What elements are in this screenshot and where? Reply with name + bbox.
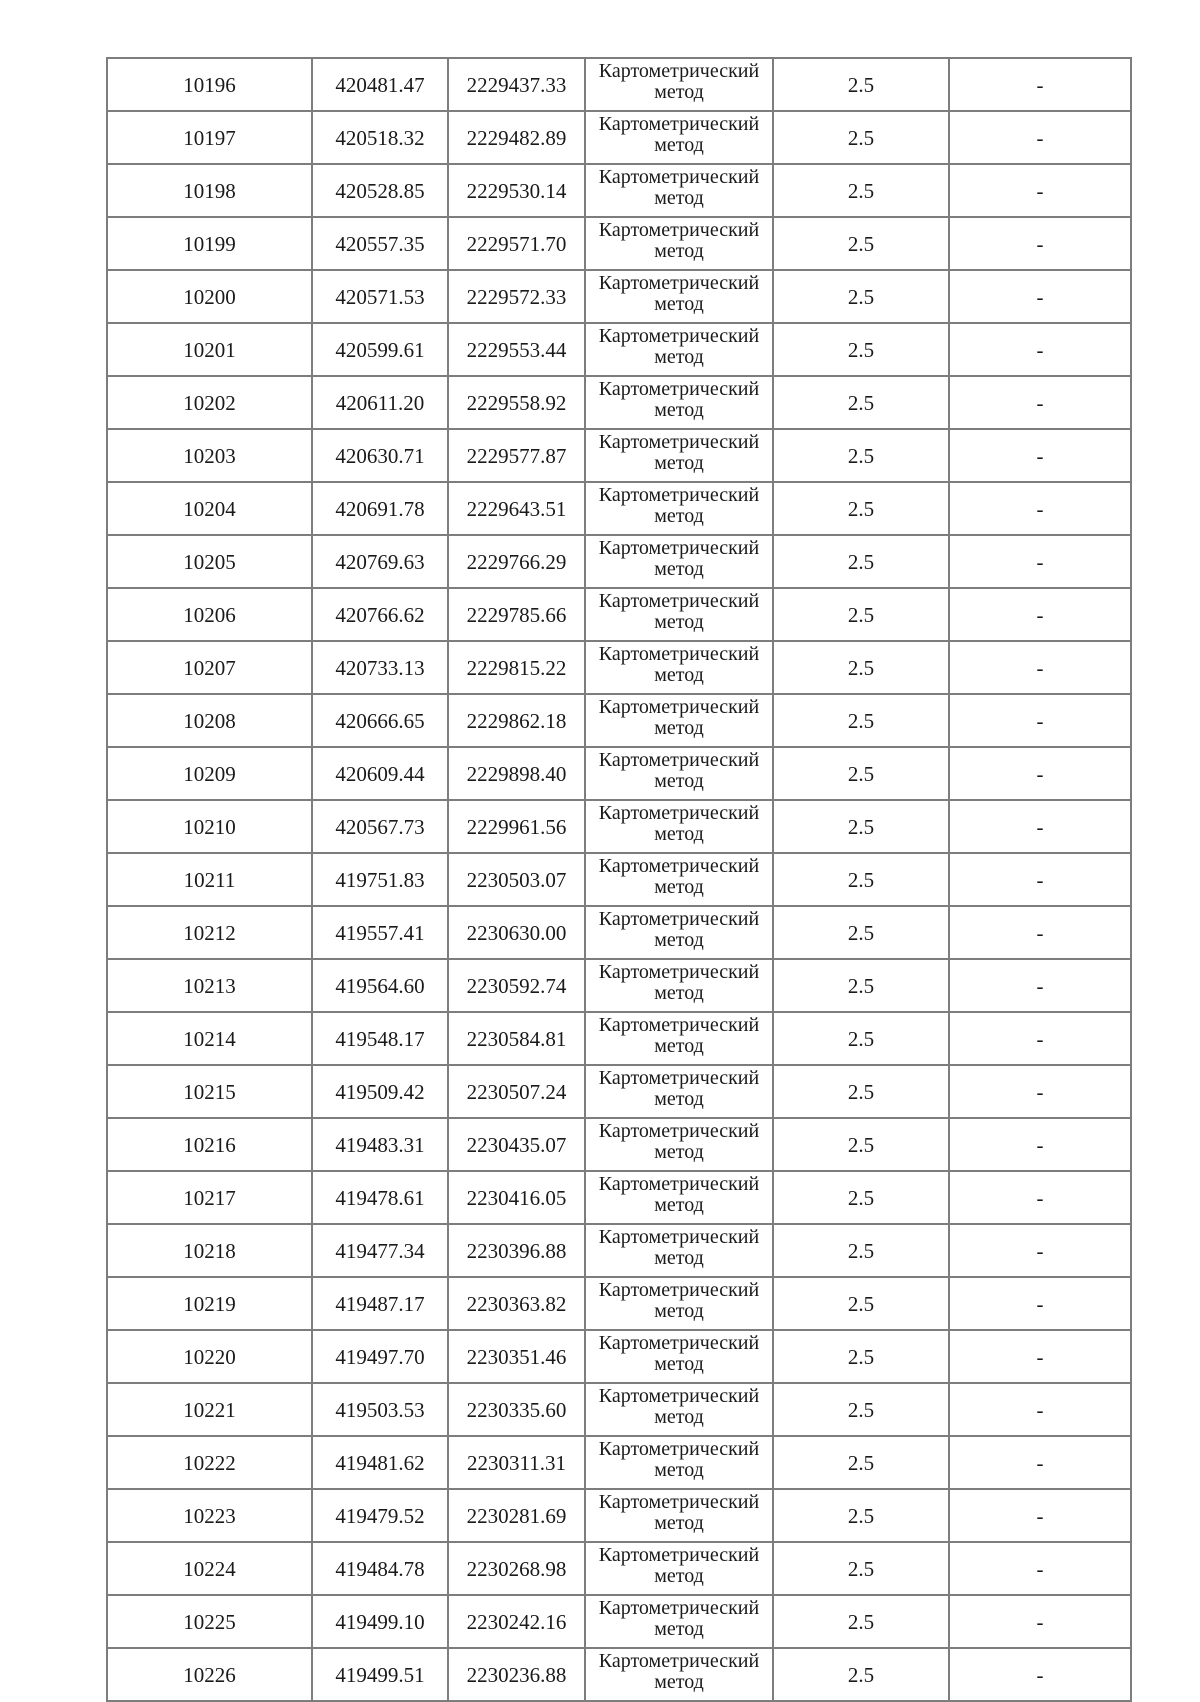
- y-coordinate-cell: 2229571.70: [448, 217, 585, 270]
- description-cell: -: [949, 1171, 1131, 1224]
- method-cell: Картометрический метод: [585, 1277, 773, 1330]
- x-coordinate-cell: 420630.71: [312, 429, 448, 482]
- point-number-cell: 10198: [107, 164, 312, 217]
- description-cell: -: [949, 1065, 1131, 1118]
- accuracy-cell: 2.5: [773, 270, 949, 323]
- method-cell: Картометрический метод: [585, 270, 773, 323]
- accuracy-cell: 2.5: [773, 482, 949, 535]
- method-cell: Картометрический метод: [585, 323, 773, 376]
- x-coordinate-cell: 420769.63: [312, 535, 448, 588]
- table-row: [107, 853, 1131, 906]
- x-coordinate-cell: 420571.53: [312, 270, 448, 323]
- point-number-cell: 10199: [107, 217, 312, 270]
- point-number-cell: 10213: [107, 959, 312, 1012]
- description-cell: -: [949, 853, 1131, 906]
- description-cell: -: [949, 1012, 1131, 1065]
- point-number-cell: 10218: [107, 1224, 312, 1277]
- y-coordinate-cell: 2229530.14: [448, 164, 585, 217]
- y-coordinate-cell: 2230507.24: [448, 1065, 585, 1118]
- point-number-cell: 10209: [107, 747, 312, 800]
- x-coordinate-cell: 420691.78: [312, 482, 448, 535]
- x-coordinate-cell: 420557.35: [312, 217, 448, 270]
- y-coordinate-cell: 2229558.92: [448, 376, 585, 429]
- x-coordinate-cell: 419548.17: [312, 1012, 448, 1065]
- y-coordinate-cell: 2230630.00: [448, 906, 585, 959]
- method-cell: Картометрический метод: [585, 164, 773, 217]
- y-coordinate-cell: 2230396.88: [448, 1224, 585, 1277]
- table-row: [107, 323, 1131, 376]
- table-row: [107, 906, 1131, 959]
- x-coordinate-cell: 419751.83: [312, 853, 448, 906]
- x-coordinate-cell: 419503.53: [312, 1383, 448, 1436]
- description-cell: -: [949, 694, 1131, 747]
- accuracy-cell: 2.5: [773, 429, 949, 482]
- method-cell: Картометрический метод: [585, 906, 773, 959]
- y-coordinate-cell: 2230281.69: [448, 1489, 585, 1542]
- method-cell: Картометрический метод: [585, 1171, 773, 1224]
- description-cell: -: [949, 217, 1131, 270]
- description-cell: -: [949, 1224, 1131, 1277]
- accuracy-cell: 2.5: [773, 694, 949, 747]
- accuracy-cell: 2.5: [773, 853, 949, 906]
- accuracy-cell: 2.5: [773, 906, 949, 959]
- description-cell: -: [949, 535, 1131, 588]
- point-number-cell: 10221: [107, 1383, 312, 1436]
- x-coordinate-cell: 420766.62: [312, 588, 448, 641]
- method-cell: Картометрический метод: [585, 853, 773, 906]
- table-row: [107, 1595, 1131, 1648]
- x-coordinate-cell: 419509.42: [312, 1065, 448, 1118]
- point-number-cell: 10216: [107, 1118, 312, 1171]
- accuracy-cell: 2.5: [773, 1648, 949, 1701]
- x-coordinate-cell: 420481.47: [312, 58, 448, 111]
- description-cell: -: [949, 1330, 1131, 1383]
- accuracy-cell: 2.5: [773, 800, 949, 853]
- description-cell: -: [949, 376, 1131, 429]
- description-cell: -: [949, 323, 1131, 376]
- accuracy-cell: 2.5: [773, 111, 949, 164]
- accuracy-cell: 2.5: [773, 323, 949, 376]
- description-cell: -: [949, 906, 1131, 959]
- description-cell: -: [949, 111, 1131, 164]
- method-cell: Картометрический метод: [585, 959, 773, 1012]
- accuracy-cell: 2.5: [773, 588, 949, 641]
- y-coordinate-cell: 2229572.33: [448, 270, 585, 323]
- point-number-cell: 10214: [107, 1012, 312, 1065]
- point-number-cell: 10201: [107, 323, 312, 376]
- accuracy-cell: 2.5: [773, 1383, 949, 1436]
- table-row: [107, 959, 1131, 1012]
- description-cell: -: [949, 800, 1131, 853]
- table-row: [107, 800, 1131, 853]
- description-cell: -: [949, 58, 1131, 111]
- table-row: [107, 1224, 1131, 1277]
- y-coordinate-cell: 2229961.56: [448, 800, 585, 853]
- point-number-cell: 10211: [107, 853, 312, 906]
- y-coordinate-cell: 2230592.74: [448, 959, 585, 1012]
- accuracy-cell: 2.5: [773, 1277, 949, 1330]
- y-coordinate-cell: 2229553.44: [448, 323, 585, 376]
- table-row: [107, 1542, 1131, 1595]
- x-coordinate-cell: 419483.31: [312, 1118, 448, 1171]
- accuracy-cell: 2.5: [773, 1012, 949, 1065]
- method-cell: Картометрический метод: [585, 429, 773, 482]
- y-coordinate-cell: 2230435.07: [448, 1118, 585, 1171]
- accuracy-cell: 2.5: [773, 641, 949, 694]
- point-number-cell: 10225: [107, 1595, 312, 1648]
- x-coordinate-cell: 420599.61: [312, 323, 448, 376]
- table-row: [107, 482, 1131, 535]
- x-coordinate-cell: 420567.73: [312, 800, 448, 853]
- table-row: [107, 694, 1131, 747]
- y-coordinate-cell: 2229766.29: [448, 535, 585, 588]
- x-coordinate-cell: 419487.17: [312, 1277, 448, 1330]
- y-coordinate-cell: 2229437.33: [448, 58, 585, 111]
- point-number-cell: 10222: [107, 1436, 312, 1489]
- table-row: [107, 1065, 1131, 1118]
- accuracy-cell: 2.5: [773, 1436, 949, 1489]
- x-coordinate-cell: 420518.32: [312, 111, 448, 164]
- description-cell: -: [949, 482, 1131, 535]
- method-cell: Картометрический метод: [585, 800, 773, 853]
- description-cell: -: [949, 1489, 1131, 1542]
- point-number-cell: 10224: [107, 1542, 312, 1595]
- description-cell: -: [949, 429, 1131, 482]
- method-cell: Картометрический метод: [585, 1330, 773, 1383]
- point-number-cell: 10197: [107, 111, 312, 164]
- table-row: [107, 1118, 1131, 1171]
- method-cell: Картометрический метод: [585, 588, 773, 641]
- description-cell: -: [949, 1436, 1131, 1489]
- method-cell: Картометрический метод: [585, 58, 773, 111]
- description-cell: -: [949, 1595, 1131, 1648]
- description-cell: -: [949, 1383, 1131, 1436]
- accuracy-cell: 2.5: [773, 1224, 949, 1277]
- description-cell: -: [949, 1542, 1131, 1595]
- point-number-cell: 10207: [107, 641, 312, 694]
- table-row: [107, 1012, 1131, 1065]
- method-cell: Картометрический метод: [585, 694, 773, 747]
- y-coordinate-cell: 2229577.87: [448, 429, 585, 482]
- accuracy-cell: 2.5: [773, 164, 949, 217]
- table-row: [107, 1383, 1131, 1436]
- y-coordinate-cell: 2230268.98: [448, 1542, 585, 1595]
- accuracy-cell: 2.5: [773, 959, 949, 1012]
- x-coordinate-cell: 419499.10: [312, 1595, 448, 1648]
- point-number-cell: 10204: [107, 482, 312, 535]
- method-cell: Картометрический метод: [585, 1436, 773, 1489]
- accuracy-cell: 2.5: [773, 376, 949, 429]
- coordinates-table: [106, 57, 1132, 1702]
- table-row: [107, 58, 1131, 111]
- x-coordinate-cell: 420611.20: [312, 376, 448, 429]
- description-cell: -: [949, 1277, 1131, 1330]
- description-cell: -: [949, 164, 1131, 217]
- table-row: [107, 1171, 1131, 1224]
- accuracy-cell: 2.5: [773, 535, 949, 588]
- method-cell: Картометрический метод: [585, 1118, 773, 1171]
- coordinates-table-body: [107, 58, 1131, 1701]
- y-coordinate-cell: 2230503.07: [448, 853, 585, 906]
- x-coordinate-cell: 419497.70: [312, 1330, 448, 1383]
- description-cell: -: [949, 588, 1131, 641]
- table-row: [107, 641, 1131, 694]
- point-number-cell: 10223: [107, 1489, 312, 1542]
- point-number-cell: 10205: [107, 535, 312, 588]
- table-row: [107, 747, 1131, 800]
- y-coordinate-cell: 2230335.60: [448, 1383, 585, 1436]
- description-cell: -: [949, 641, 1131, 694]
- point-number-cell: 10210: [107, 800, 312, 853]
- y-coordinate-cell: 2230236.88: [448, 1648, 585, 1701]
- accuracy-cell: 2.5: [773, 1171, 949, 1224]
- method-cell: Картометрический метод: [585, 482, 773, 535]
- table-row: [107, 588, 1131, 641]
- method-cell: Картометрический метод: [585, 1595, 773, 1648]
- y-coordinate-cell: 2230311.31: [448, 1436, 585, 1489]
- table-row: [107, 111, 1131, 164]
- table-row: [107, 164, 1131, 217]
- method-cell: Картометрический метод: [585, 747, 773, 800]
- method-cell: Картометрический метод: [585, 1224, 773, 1277]
- y-coordinate-cell: 2229815.22: [448, 641, 585, 694]
- y-coordinate-cell: 2230416.05: [448, 1171, 585, 1224]
- y-coordinate-cell: 2229482.89: [448, 111, 585, 164]
- method-cell: Картометрический метод: [585, 111, 773, 164]
- method-cell: Картометрический метод: [585, 1489, 773, 1542]
- point-number-cell: 10208: [107, 694, 312, 747]
- description-cell: -: [949, 747, 1131, 800]
- point-number-cell: 10200: [107, 270, 312, 323]
- y-coordinate-cell: 2230584.81: [448, 1012, 585, 1065]
- method-cell: Картометрический метод: [585, 1648, 773, 1701]
- accuracy-cell: 2.5: [773, 58, 949, 111]
- x-coordinate-cell: 419477.34: [312, 1224, 448, 1277]
- y-coordinate-cell: 2229785.66: [448, 588, 585, 641]
- table-row: [107, 1330, 1131, 1383]
- y-coordinate-cell: 2230242.16: [448, 1595, 585, 1648]
- description-cell: -: [949, 270, 1131, 323]
- description-cell: -: [949, 959, 1131, 1012]
- accuracy-cell: 2.5: [773, 1065, 949, 1118]
- accuracy-cell: 2.5: [773, 1595, 949, 1648]
- x-coordinate-cell: 419499.51: [312, 1648, 448, 1701]
- table-row: [107, 429, 1131, 482]
- point-number-cell: 10203: [107, 429, 312, 482]
- x-coordinate-cell: 419484.78: [312, 1542, 448, 1595]
- method-cell: Картометрический метод: [585, 535, 773, 588]
- x-coordinate-cell: 420666.65: [312, 694, 448, 747]
- x-coordinate-cell: 419481.62: [312, 1436, 448, 1489]
- accuracy-cell: 2.5: [773, 1330, 949, 1383]
- table-row: [107, 217, 1131, 270]
- point-number-cell: 10220: [107, 1330, 312, 1383]
- y-coordinate-cell: 2229643.51: [448, 482, 585, 535]
- method-cell: Картометрический метод: [585, 1542, 773, 1595]
- point-number-cell: 10217: [107, 1171, 312, 1224]
- y-coordinate-cell: 2229898.40: [448, 747, 585, 800]
- accuracy-cell: 2.5: [773, 1118, 949, 1171]
- table-row: [107, 1489, 1131, 1542]
- x-coordinate-cell: 420528.85: [312, 164, 448, 217]
- table-row: [107, 1436, 1131, 1489]
- method-cell: Картометрический метод: [585, 1012, 773, 1065]
- accuracy-cell: 2.5: [773, 747, 949, 800]
- method-cell: Картометрический метод: [585, 641, 773, 694]
- table-row: [107, 535, 1131, 588]
- x-coordinate-cell: 419557.41: [312, 906, 448, 959]
- method-cell: Картометрический метод: [585, 1383, 773, 1436]
- table-row: [107, 1277, 1131, 1330]
- point-number-cell: 10219: [107, 1277, 312, 1330]
- point-number-cell: 10206: [107, 588, 312, 641]
- table-row: [107, 376, 1131, 429]
- table-row: [107, 270, 1131, 323]
- description-cell: -: [949, 1648, 1131, 1701]
- x-coordinate-cell: 420609.44: [312, 747, 448, 800]
- point-number-cell: 10226: [107, 1648, 312, 1701]
- y-coordinate-cell: 2230363.82: [448, 1277, 585, 1330]
- y-coordinate-cell: 2229862.18: [448, 694, 585, 747]
- point-number-cell: 10212: [107, 906, 312, 959]
- method-cell: Картометрический метод: [585, 1065, 773, 1118]
- accuracy-cell: 2.5: [773, 217, 949, 270]
- point-number-cell: 10215: [107, 1065, 312, 1118]
- description-cell: -: [949, 1118, 1131, 1171]
- accuracy-cell: 2.5: [773, 1542, 949, 1595]
- method-cell: Картометрический метод: [585, 217, 773, 270]
- method-cell: Картометрический метод: [585, 376, 773, 429]
- x-coordinate-cell: 419564.60: [312, 959, 448, 1012]
- accuracy-cell: 2.5: [773, 1489, 949, 1542]
- x-coordinate-cell: 419479.52: [312, 1489, 448, 1542]
- point-number-cell: 10202: [107, 376, 312, 429]
- x-coordinate-cell: 420733.13: [312, 641, 448, 694]
- y-coordinate-cell: 2230351.46: [448, 1330, 585, 1383]
- point-number-cell: 10196: [107, 58, 312, 111]
- table-row: [107, 1648, 1131, 1701]
- x-coordinate-cell: 419478.61: [312, 1171, 448, 1224]
